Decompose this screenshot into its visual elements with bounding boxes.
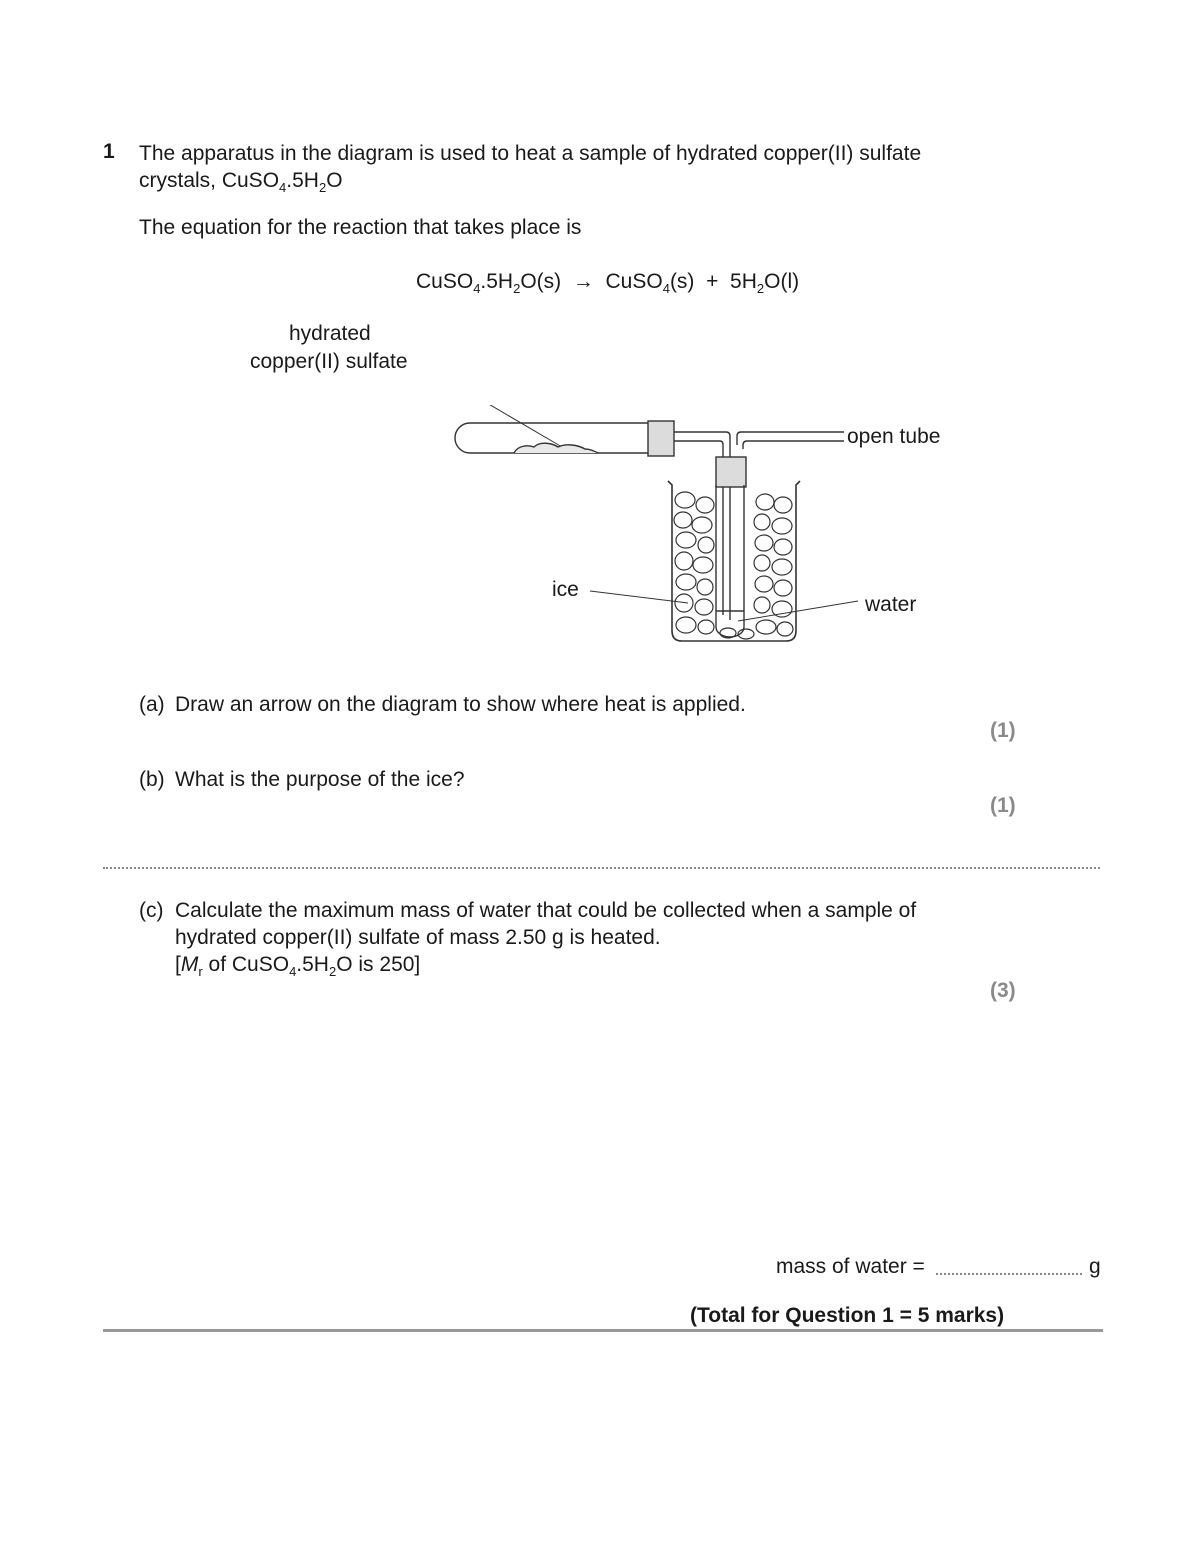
part-c-line-1: Calculate the maximum mass of water that could be collected when a sample of [175, 899, 917, 922]
part-c-line-2: hydrated copper(II) sulfate of mass 2.50 g is heated. [175, 926, 661, 949]
part-c-line-3: [$M_r$ of $CuSO_4.5H_2O$ is 250] [175, 953, 421, 979]
part-a-text: Draw an arrow on the diagram to show where heat is applied. [175, 693, 746, 716]
label-copper-sulfate: copper(II) sulfate [250, 350, 408, 373]
leader-line-ice [590, 591, 688, 603]
label-ice: ice [552, 578, 579, 601]
question-number: 1 [103, 140, 115, 163]
end-rule [103, 1329, 1103, 1332]
answer-line-mass[interactable] [936, 1273, 1082, 1275]
collection-bung [716, 457, 746, 487]
total-marks: (Total for Question 1 = 5 marks) [690, 1304, 1005, 1327]
leader-line-sulfate [440, 405, 562, 447]
ice-pieces [674, 492, 793, 639]
question-intro [139, 140, 921, 194]
equation-intro: The equation for the reaction that takes place is [139, 216, 582, 239]
open-tube-outer [737, 432, 844, 445]
part-a-marks: (1) [990, 719, 1016, 742]
answer-line-b[interactable] [103, 867, 1100, 869]
chemical-equation: $CuSO_4.5H_2O(s)$ → CuSO$_4$(s) + $5H_2O(l)$ [416, 270, 800, 296]
part-c-text [175, 897, 916, 978]
label-hydrated: hydrated [289, 322, 371, 345]
bung [648, 421, 674, 456]
part-c-marks: (3) [990, 979, 1016, 1002]
reaction-arrow: → [572, 270, 594, 293]
crystals [514, 443, 598, 453]
intro-line-1: The apparatus in the diagram is used to heat a sample of hydrated copper(II) sulfate [139, 142, 922, 165]
intro-line-2: crystals, $CuSO_4.5H_2O$ [139, 169, 343, 195]
open-tube-inner [743, 441, 844, 449]
part-b-text: What is the purpose of the ice? [175, 768, 465, 791]
part-b-letter: (b) [139, 768, 165, 791]
label-open-tube: open tube [847, 425, 941, 448]
apparatus-diagram [440, 405, 860, 650]
answer-unit: g [1089, 1255, 1101, 1278]
part-c-letter: (c) [139, 899, 164, 922]
part-b-marks: (1) [990, 794, 1016, 817]
part-a-letter: (a) [139, 693, 165, 716]
answer-label: mass of water = [776, 1255, 925, 1278]
label-water: water [865, 593, 917, 616]
